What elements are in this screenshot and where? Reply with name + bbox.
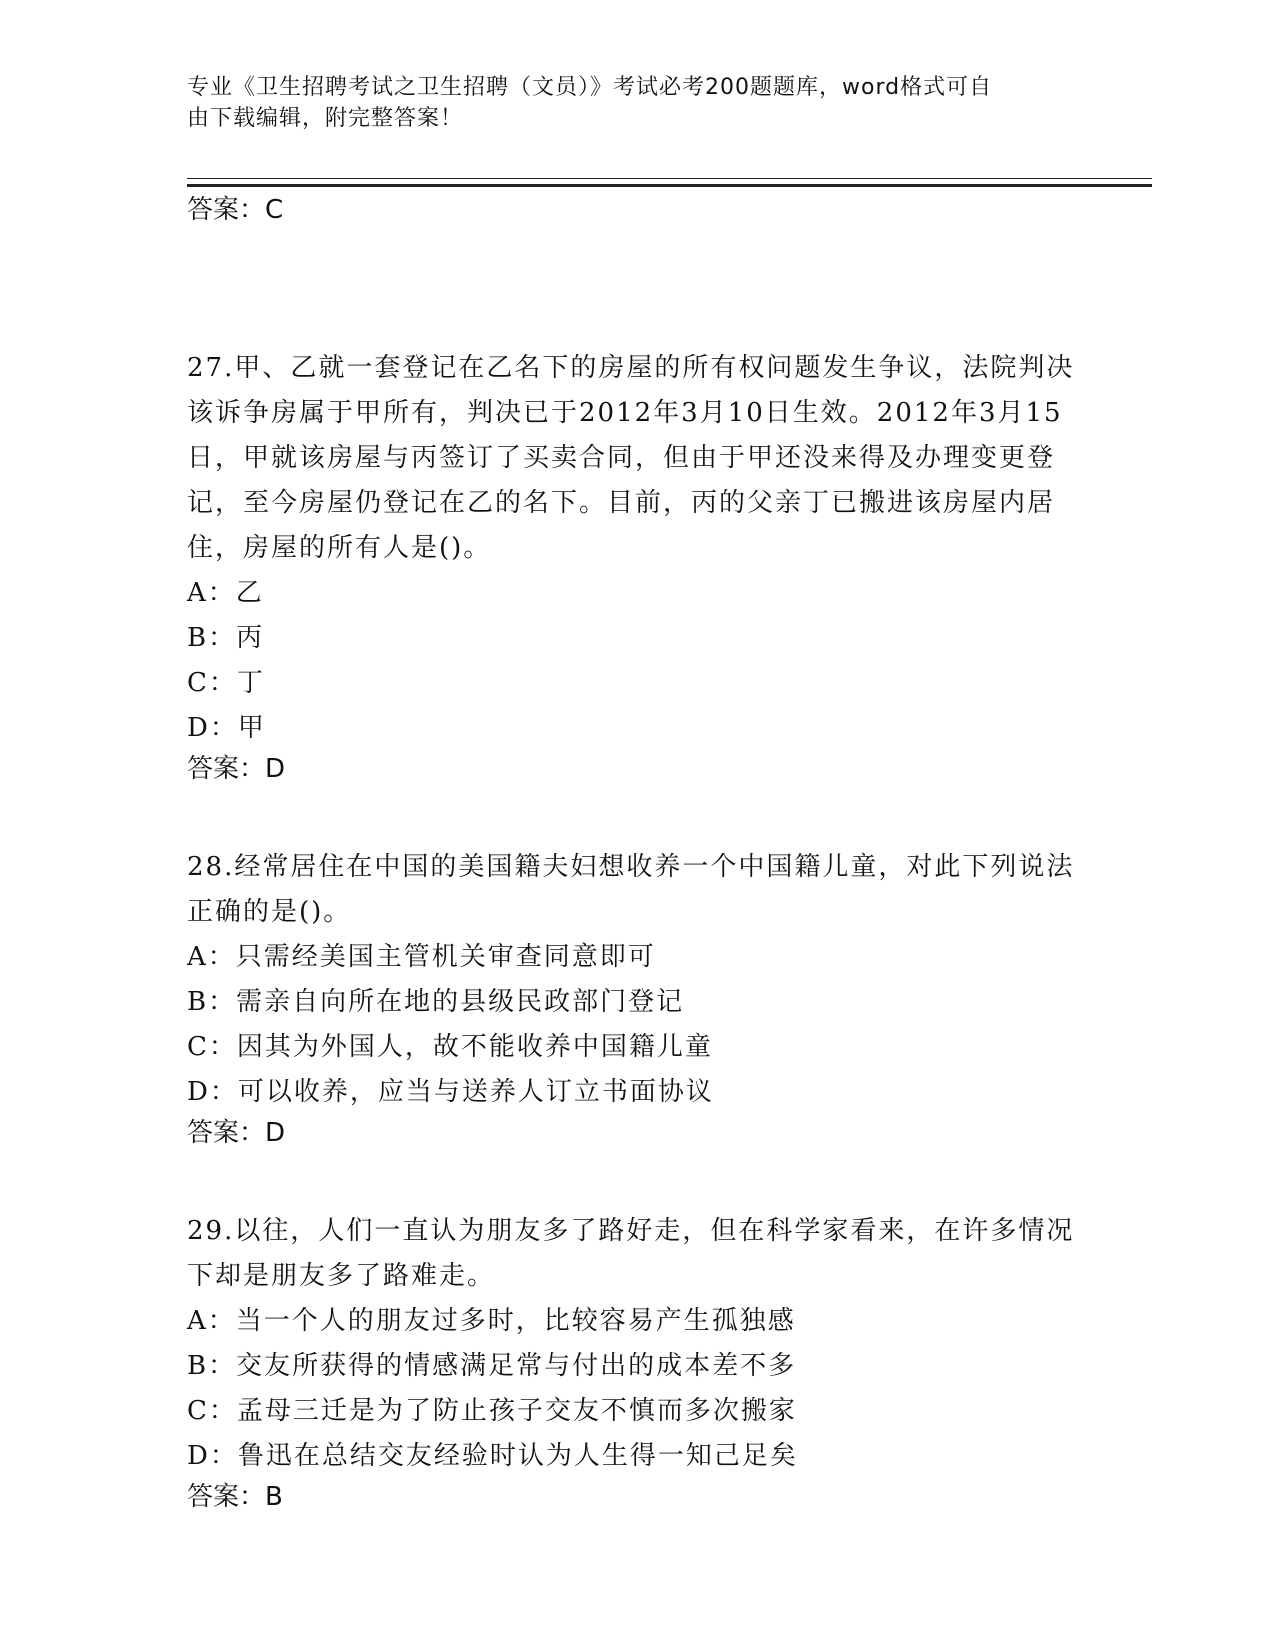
option-c: C：丁	[187, 668, 265, 698]
question-stem: 28.经常居住在中国的美国籍夫妇想收养一个中国籍儿童，对此下列说法正确的是()。	[187, 852, 1075, 927]
answer-label: 答案：D	[187, 754, 286, 784]
question-item	[187, 845, 1087, 1151]
option-d: D：鲁迅在总结交友经验时认为人生得一知己足矣	[187, 1441, 798, 1471]
option-a: A：当一个人的朋友过多时，比较容易产生孤独感	[187, 1306, 796, 1336]
option-a: A：乙	[187, 578, 264, 608]
question-stem: 27.甲、乙就一套登记在乙名下的房屋的所有权问题发生争议，法院判决该诉争房属于甲所有，判决已于2012年3月10日生效。2012年3月15日，甲就该房屋与丙签订了买卖合同，但由于甲还没来得及办理变更登记，至今房屋仍登记在乙的名下。目前，丙的父亲丁已搬进该房屋内居住，房屋的所有人是()。	[187, 353, 1075, 563]
header-line-2: 由下载编辑，附完整答案！	[187, 106, 464, 131]
answer-label: 答案：B	[187, 1482, 283, 1512]
option-c: C：因其为外国人，故不能收养中国籍儿童	[187, 1032, 713, 1062]
option-b: B：需亲自向所在地的县级民政部门登记	[187, 987, 685, 1017]
question-list	[187, 192, 1087, 1515]
question-item	[187, 1209, 1087, 1515]
document-header	[187, 72, 1067, 134]
option-b: B：丙	[187, 623, 265, 653]
option-a: A：只需经美国主管机关审查同意即可	[187, 942, 656, 972]
question-stem: 29.以往，人们一直认为朋友多了路好走，但在科学家看来，在许多情况下却是朋友多了路难走。	[187, 1216, 1075, 1291]
header-rule-thick	[187, 184, 1152, 187]
option-b: B：交友所获得的情感满足常与付出的成本差不多	[187, 1351, 797, 1381]
header-rule-thin	[187, 178, 1152, 179]
option-d: D：可以收养，应当与送养人订立书面协议	[187, 1077, 714, 1107]
question-item	[187, 346, 1087, 787]
option-d: D：甲	[187, 713, 266, 743]
answer-label: 答案：C	[187, 195, 284, 225]
answer-label: 答案：D	[187, 1118, 286, 1148]
option-c: C：孟母三迁是为了防止孩子交友不慎而多次搬家	[187, 1396, 797, 1426]
header-line-1: 专业《卫生招聘考试之卫生招聘（文员）》考试必考200题题库，word格式可自	[187, 75, 993, 100]
